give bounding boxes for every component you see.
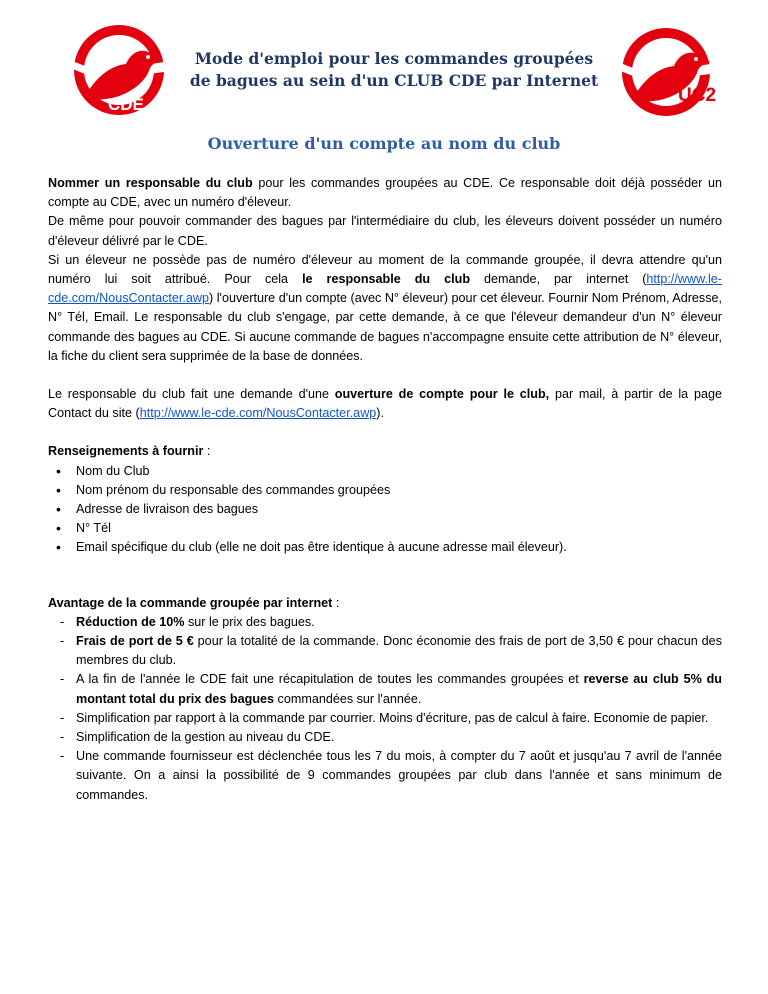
advantages-heading	[48, 594, 722, 613]
list-item: - Simplification par rapport à la commande par courrier. Moins d'écriture, pas de calcul à faire. Economie de papier.	[48, 709, 722, 728]
document-body	[48, 174, 722, 805]
bold-text: Nommer un responsable du club	[48, 176, 253, 190]
text: sur le prix des bagues.	[184, 614, 315, 629]
list-item: • Nom du Club	[48, 462, 722, 481]
advantages-list	[48, 613, 722, 805]
text: pour les commandes groupées au CDE. Ce responsable doit déjà posséder un compte au CDE, avec un numéro d'éleveur.	[48, 176, 722, 210]
info-list	[48, 462, 722, 558]
bold-text: ouverture de compte pour le club,	[334, 387, 550, 402]
contact-link[interactable]: http://www.le-cde.com/NousContacter.awp	[139, 406, 377, 421]
text: commandées sur l'année.	[274, 691, 422, 706]
text: ).	[376, 406, 384, 421]
title-line-2: de bagues au sein d'un CLUB CDE par Internet	[189, 71, 599, 90]
document-title	[188, 48, 600, 92]
list-item: • Nom prénom du responsable des commandes groupées	[48, 481, 722, 500]
text: :	[332, 595, 340, 610]
bold-text: Avantage de la commande groupée par internet	[48, 595, 333, 610]
list-item: • N° Tél	[48, 519, 722, 538]
text: pour la totalité de la commande. Donc économie des frais de port de 3,50 € pour chacun des membres du club.	[76, 634, 722, 668]
section-title: Ouverture d'un compte au nom du club	[207, 134, 561, 153]
list-item	[48, 632, 722, 670]
list-item: • Email spécifique du club (elle ne doit pas être identique à aucune adresse mail éleveur).	[48, 538, 722, 557]
text: Si un éleveur ne possède pas de numéro d'éleveur au moment de la commande groupée, il devra attendre qu'un numéro lui soit attribué. Pour cela	[48, 252, 722, 287]
logo-right-text: UC2	[678, 85, 717, 106]
title-line-1: Mode d'emploi pour les commandes groupées	[194, 49, 594, 68]
bold-text: Frais de port de 5 €	[76, 634, 194, 649]
paragraph-responsable	[48, 174, 722, 212]
paragraph-eleveurs: De même pour pouvoir commander des bagues par l'intermédiaire du club, les éleveurs doivent posséder un numéro d'éleveur délivré par le CDE.	[48, 214, 722, 248]
text: A la fin de l'année le CDE fait une récapitulation de toutes les commandes groupées et	[76, 672, 584, 687]
text: Le responsable du club fait une demande d'une	[48, 387, 335, 402]
text: par mail, à partir de la page Contact du site (	[48, 387, 722, 421]
uc2-logo	[608, 22, 728, 122]
list-item: - Simplification de la gestion au niveau du CDE.	[48, 728, 722, 747]
paragraph-ouverture-compte	[48, 385, 722, 423]
info-heading	[48, 442, 722, 461]
list-item: • Adresse de livraison des bagues	[48, 500, 722, 519]
list-item: - Une commande fournisseur est déclenchée tous les 7 du mois, à compter du 7 août et jusqu'au 7 avril de l'année suivante. On a ainsi la possibilité de 9 commandes groupées par club dans l'année et sans minimum de commandes.	[48, 747, 722, 805]
logo-left-text: CDE	[108, 95, 144, 114]
cde-logo	[56, 20, 182, 120]
bold-text: reverse au club 5% du montant total du prix des bagues	[76, 672, 722, 706]
bold-text: Renseignements à fournir	[48, 444, 204, 459]
paragraph-numero-eleveur	[48, 251, 722, 366]
bold-text: le responsable du club	[302, 272, 471, 287]
bold-text: Réduction de 10%	[76, 614, 185, 629]
list-item	[48, 670, 722, 708]
contact-link[interactable]: http://www.le-cde.com/NousContacter.awp	[48, 272, 722, 306]
text: demande, par internet (	[470, 272, 647, 287]
text: ) l'ouverture d'un compte (avec N° éleveur) pour cet éleveur. Fournir Nom Prénom, Adresse, N° Tél, Email. Le responsable du club s'engage, par cette demande, à ce que l'éleveur demandeur d'un N° éleveur commande des bagues au CDE. Si aucune commande de bagues n'accompagne ensuite cette attribution de N° éleveur, la fiche du client sera supprimée de la base de données.	[48, 291, 722, 363]
text: :	[203, 444, 211, 459]
list-item	[48, 613, 722, 632]
